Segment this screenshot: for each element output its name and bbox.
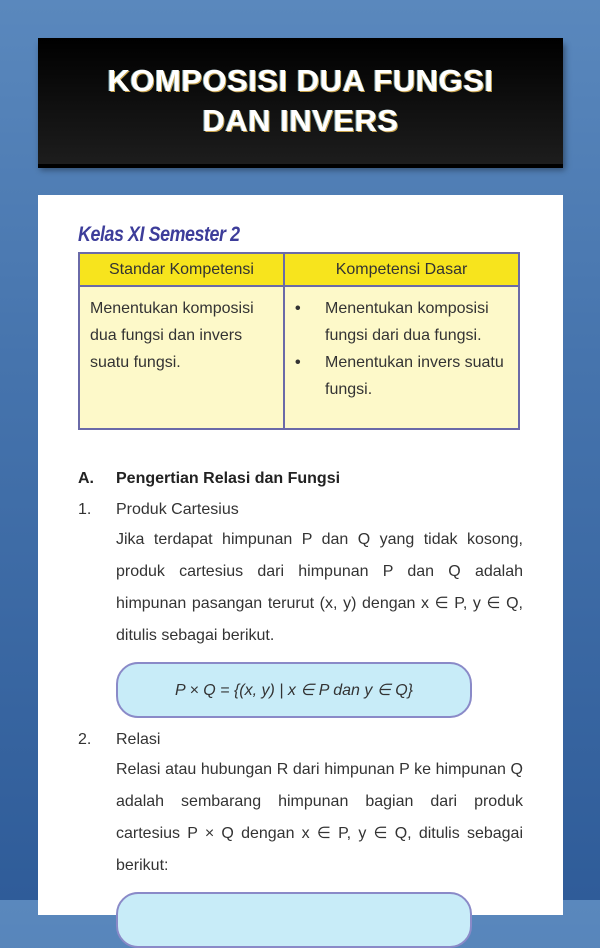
- page-title: KOMPOSISI DUA FUNGSI DAN INVERS: [107, 63, 494, 138]
- formula-box: [116, 892, 472, 948]
- item-heading: 1. Produk Cartesius: [78, 501, 239, 518]
- formula-box: P × Q = {(x, y) | x ∈ P dan y ∈ Q}: [116, 662, 472, 718]
- content: [78, 465, 523, 948]
- cell-dasar: [284, 286, 519, 429]
- section-heading: A. Pengertian Relasi dan Fungsi: [78, 470, 341, 487]
- class-label: Kelas XI Semester 2: [78, 223, 240, 246]
- item-heading: 2. Relasi: [78, 731, 161, 748]
- header-standar: Standar Kompetensi: [79, 253, 284, 286]
- paragraph: Relasi atau hubungan R dari himpunan P ke himpunan Q adalah sembarang himpunan bagian dari produk cartesius P × Q dengan x ∈ P, y ∈ Q, ditulis sebagai berikut:: [116, 761, 523, 874]
- competency-table: [78, 252, 520, 430]
- title-banner: [38, 38, 563, 164]
- list-item: • Menentukan komposisi fungsi dari dua fungsi.: [295, 300, 489, 344]
- document-page: [38, 195, 563, 915]
- paragraph: Jika terdapat himpunan P dan Q yang tidak kosong, produk cartesius dari himpunan P dan Q adalah himpunan pasangan terurut (x, y) dengan x ∈ P, y ∈ Q, ditulis sebagai berikut.: [116, 531, 523, 644]
- header-dasar: Kompetensi Dasar: [284, 253, 519, 286]
- cell-standar: Menentukan komposisi dua fungsi dan invers suatu fungsi.: [79, 286, 284, 429]
- list-item: • Menentukan invers suatu fungsi.: [295, 354, 504, 398]
